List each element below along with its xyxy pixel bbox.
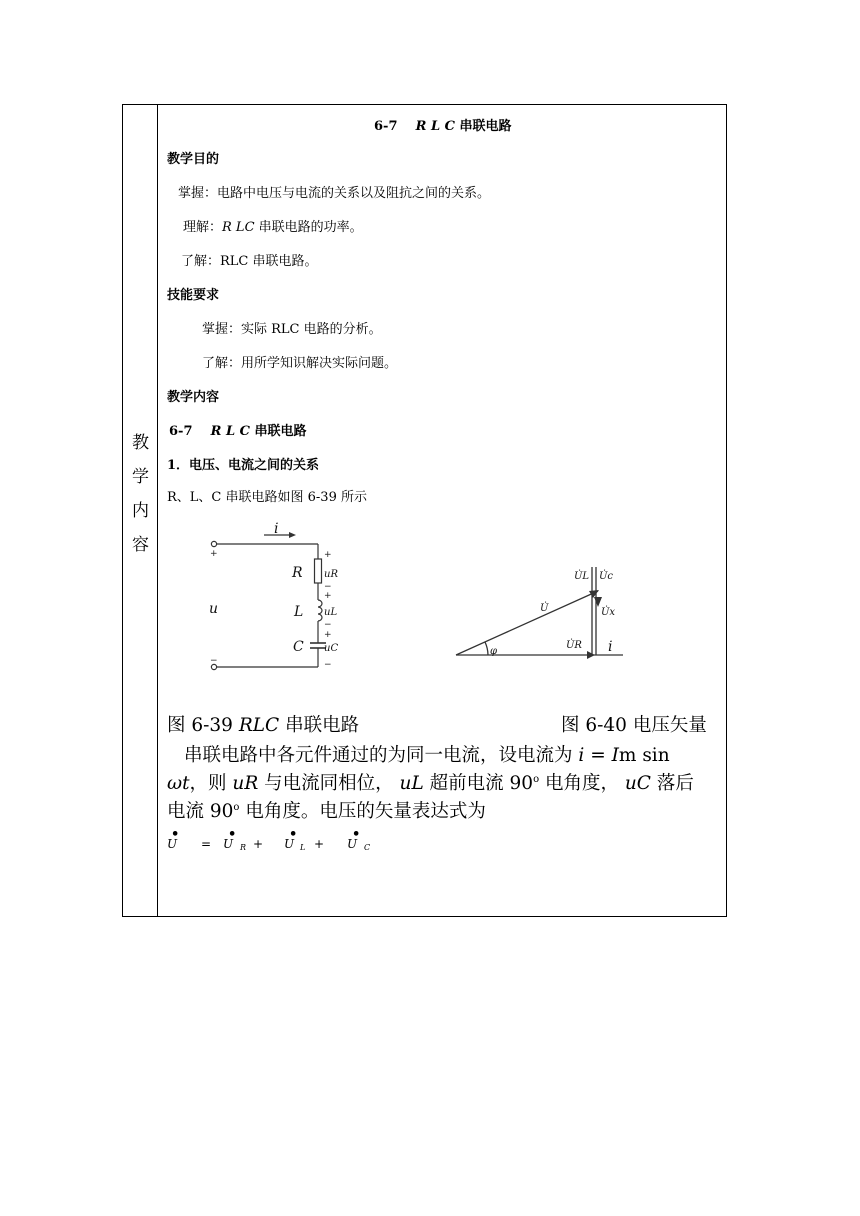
r-label: R [292, 565, 303, 581]
plus-sign: + [324, 591, 332, 601]
skills-know: 了解：用所学知识解决实际问题。 [202, 356, 398, 371]
formula-equals: = [201, 837, 212, 851]
lesson-table [122, 104, 727, 917]
left-label-column [123, 105, 158, 916]
page-title: 6-7 R L C 串联电路 [374, 119, 512, 134]
plus-sign: + [210, 549, 218, 559]
i-phasor-label: i [608, 639, 613, 655]
plus-sign: + [324, 550, 332, 560]
section-title: 6-7 R L C 串联电路 [169, 424, 307, 439]
phasor-dot: • [352, 827, 361, 842]
minus-sign: − [210, 656, 218, 666]
formula-plus: + [253, 837, 264, 851]
phi-label: φ [490, 646, 498, 657]
current-label: i [274, 521, 279, 537]
c-label: C [293, 639, 304, 655]
left-label-char: 学 [132, 467, 149, 487]
formula-plus: + [314, 837, 325, 851]
formula-ul: U [284, 837, 295, 851]
goal-understand: 理解：R LC 串联电路的功率。 [183, 220, 363, 235]
minus-sign: − [324, 582, 332, 592]
u-phasor-label: U̇ [540, 603, 549, 614]
formula-ur: U [223, 837, 234, 851]
goal-master: 掌握：电路中电压与电流的关系以及阻抗之间的关系。 [178, 186, 491, 201]
ur-phasor-label: U̇R [566, 640, 582, 651]
minus-sign: − [324, 620, 332, 630]
formula-sub-r: R [240, 843, 247, 852]
ur-label: uR [324, 569, 338, 580]
left-label-char: 教 [132, 433, 149, 453]
paragraph-line-3: 电流 90$^o$ 电角度。电压的矢量表达式为 [167, 801, 486, 822]
heading-teaching-goal: 教学目的 [167, 152, 220, 167]
content-cell [158, 105, 726, 916]
paragraph-line-1: 串联电路中各元件通过的为同一电流，设电流为 i = Im sin [184, 745, 670, 766]
skills-master: 掌握：实际 RLC 电路的分析。 [202, 322, 382, 337]
paragraph-line-2: ωt，则 uR 与电流同相位， uL 超前电流 90$^o$ 电角度， uC 落后 [167, 773, 694, 794]
uc-label: uC [324, 643, 339, 654]
heading-content: 教学内容 [167, 390, 220, 405]
plus-sign: + [324, 630, 332, 640]
phasor-dot: • [171, 827, 180, 842]
formula-u: U [167, 837, 178, 851]
phasor-dot: • [289, 827, 298, 842]
l-label: L [294, 604, 304, 620]
figure-caption-6-39: 图 6-39 RLC 串联电路 [167, 715, 360, 736]
formula-uc: U [347, 837, 358, 851]
source-label: u [209, 601, 219, 617]
formula-sub-c: C [364, 843, 371, 852]
phasor-dot: • [228, 827, 237, 842]
rlc-circuit-diagram [200, 517, 340, 687]
ul-phasor-label: U̇L [574, 571, 590, 582]
heading-skills: 技能要求 [167, 288, 220, 303]
intro-text: R、L、C 串联电路如图 6-39 所示 [167, 490, 367, 505]
left-label-char: 容 [132, 535, 149, 555]
minus-sign: − [324, 660, 332, 670]
figure-caption-6-40: 图 6-40 电压矢量 [561, 715, 707, 736]
formula-sub-l: L [300, 843, 306, 852]
phasor-diagram [448, 545, 628, 665]
goal-know: 了解：RLC 串联电路。 [181, 254, 318, 269]
ux-phasor-label: U̇x [601, 607, 616, 618]
ul-label: uL [324, 607, 338, 618]
uc-phasor-label: U̇c [599, 571, 614, 582]
left-label-char: 内 [132, 501, 149, 521]
subsection-title: 1．电压、电流之间的关系 [167, 458, 320, 473]
